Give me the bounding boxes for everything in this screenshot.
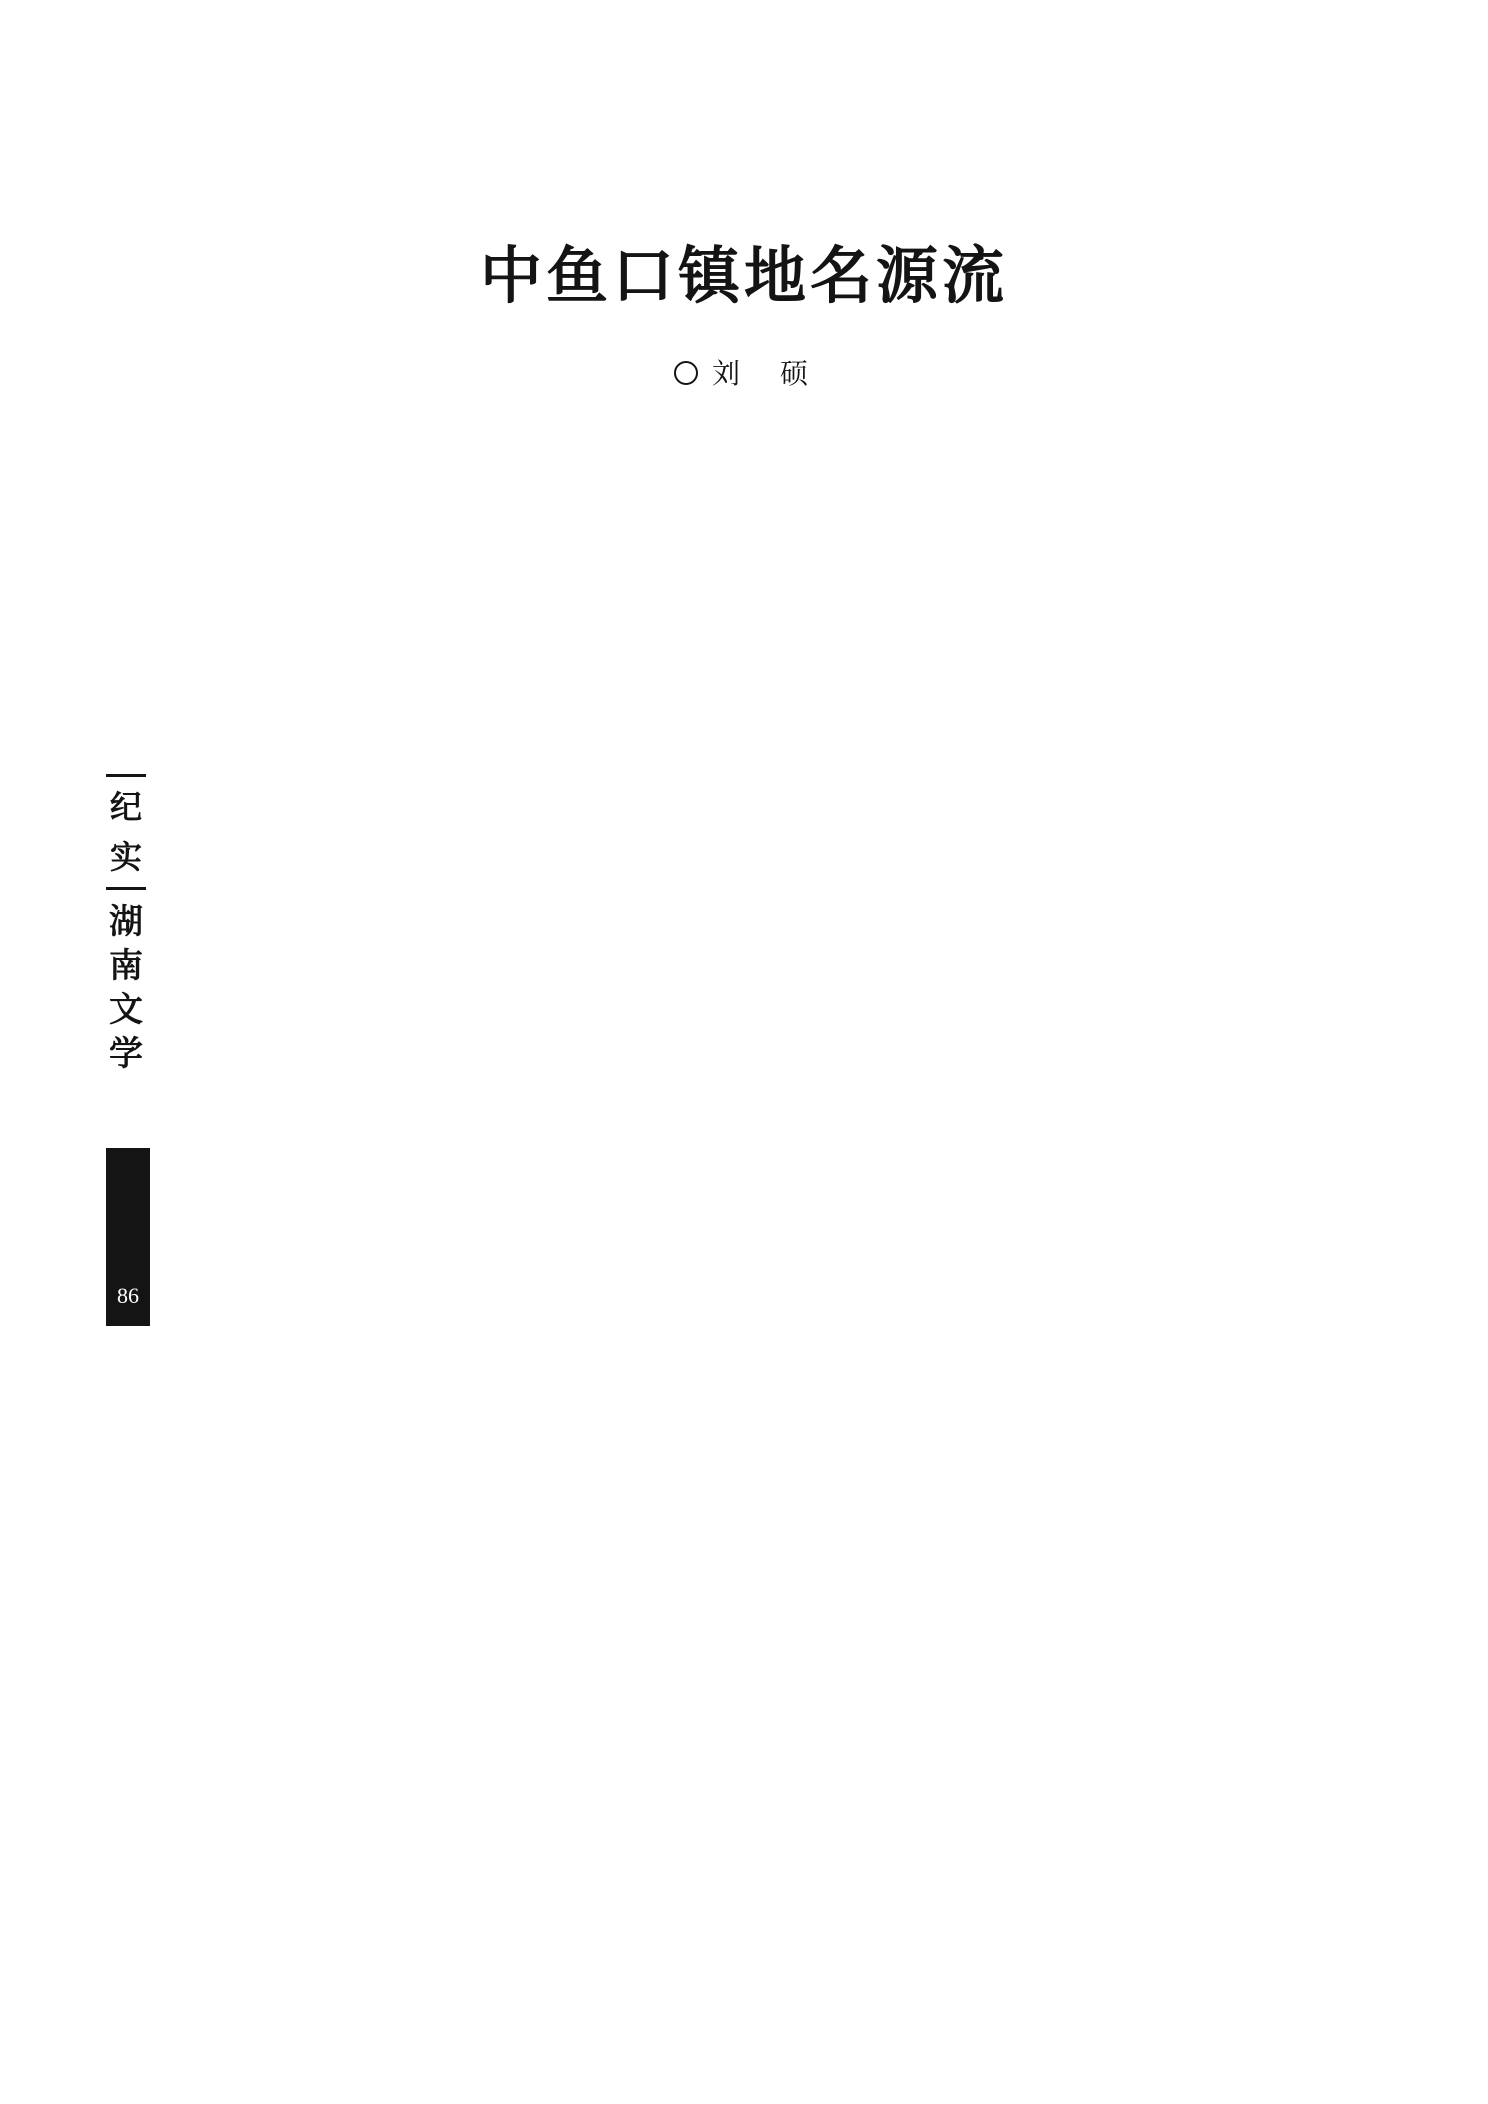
section-side-label: [106, 774, 146, 1076]
author-name: 刘 硕: [711, 357, 814, 390]
journal-name: 湖南文学: [109, 902, 143, 1074]
text-column-left: [193, 450, 733, 1900]
section-char: 实: [109, 838, 142, 876]
page-number: 86: [117, 1283, 139, 1308]
author-byline: [0, 354, 1488, 394]
circle-bullet-icon: [674, 361, 698, 385]
text-column-right: [800, 450, 1340, 1900]
page-number-block: [106, 1148, 150, 1326]
article-title: 中鱼口镇地名源流: [479, 239, 1008, 312]
side-rule-top: [106, 774, 146, 777]
side-rule-bottom: [106, 887, 146, 890]
section-char: 纪: [109, 788, 142, 826]
